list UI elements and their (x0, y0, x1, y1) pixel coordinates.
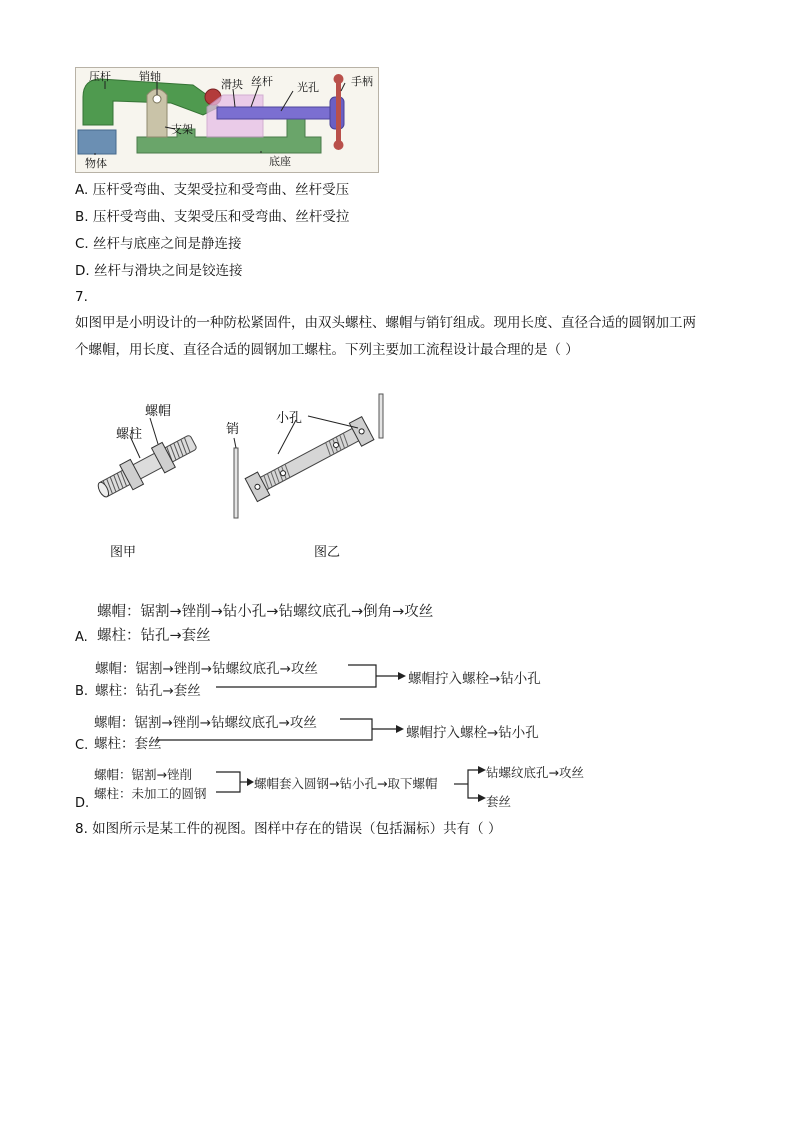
press-clamp-figure (75, 67, 379, 173)
label-slider: 滑块 (221, 78, 243, 91)
fig-a-label-nut: 螺帽 (145, 404, 172, 419)
option-d-merge-flow: 螺帽套入圆钢→钻小孔→取下螺帽 (254, 776, 438, 791)
option-c-stud-flow: 螺柱：套丝 (94, 736, 162, 752)
label-handle: 手柄 (351, 75, 373, 88)
label-object: 物体 (85, 157, 107, 170)
option-b-nut-flow: 螺帽：锯割→锉削→钻螺纹底孔→攻丝 (95, 661, 318, 677)
option-d-branch-2: 套丝 (486, 794, 512, 809)
label-base: 底座 (269, 155, 291, 168)
option-b-letter: B. (75, 684, 89, 699)
q7-number: 7. (75, 289, 88, 305)
option-d-nut-flow: 螺帽：锯割→锉削 (94, 767, 192, 782)
option-d-letter: D. (75, 796, 90, 811)
label-pin: 销轴 (139, 70, 161, 83)
q6-option-b: B. 压杆受弯曲、支架受压和受弯曲、丝杆受拉 (75, 209, 350, 225)
label-screw: 丝杆 (251, 75, 273, 88)
label-bracket: 支架 (171, 123, 193, 136)
fig-a-label-stud: 螺柱 (116, 427, 143, 442)
q6-option-d: D. 丝杆与滑块之间是铰连接 (75, 263, 243, 279)
q7-text-line1: 如图甲是小明设计的一种防松紧固件，由双头螺柱、螺帽与销钉组成。现用长度、直径合适的圆钢加工两 (75, 315, 696, 331)
option-a-letter: A. (75, 630, 88, 645)
q8-text: 8. 如图所示是某工件的视图。图样中存在的错误（包括漏标）共有（ ） (75, 821, 502, 837)
option-c-merge-flow: 螺帽拧入螺栓→钻小孔 (406, 725, 539, 741)
caption-figure-b: 图乙 (314, 545, 341, 560)
press-clamp-drawing (75, 67, 379, 173)
caption-figure-a: 图甲 (110, 545, 137, 560)
option-c-letter: C. (75, 738, 89, 753)
option-c-nut-flow: 螺帽：锯割→锉削→钻螺纹底孔→攻丝 (94, 715, 317, 731)
q7-text-line2: 个螺帽，用长度、直径合适的圆钢加工螺柱。下列主要加工流程设计最合理的是（ ） (75, 342, 579, 358)
fig-b-label-small-hole: 小孔 (276, 411, 303, 426)
option-c-connector (150, 713, 410, 749)
option-a-nut-flow: 螺帽：锯割→锉削→钻小孔→钻螺纹底孔→倒角→攻丝 (97, 604, 434, 620)
option-a-stud-flow: 螺柱：钻孔→套丝 (97, 628, 211, 644)
option-d-connector-right (452, 764, 488, 804)
q6-option-a: A. 压杆受弯曲、支架受拉和受弯曲、丝杆受压 (75, 182, 350, 198)
label-smooth-hole: 光孔 (297, 81, 319, 94)
fig-b-label-pin: 销 (226, 422, 240, 437)
option-d-stud-flow: 螺柱：未加工的圆钢 (94, 786, 207, 801)
option-b-connector (210, 660, 410, 696)
figure-b-drawing (222, 390, 392, 520)
option-b-stud-flow: 螺柱：钻孔→套丝 (95, 683, 201, 699)
option-b-merge-flow: 螺帽拧入螺栓→钻小孔 (408, 671, 541, 687)
figure-b (222, 390, 392, 520)
option-d-connector-left (212, 766, 256, 800)
label-press-rod: 压杆 (89, 70, 111, 83)
q6-option-c: C. 丝杆与底座之间是静连接 (75, 236, 242, 252)
option-d-branch-1: 钻螺纹底孔→攻丝 (486, 765, 584, 780)
